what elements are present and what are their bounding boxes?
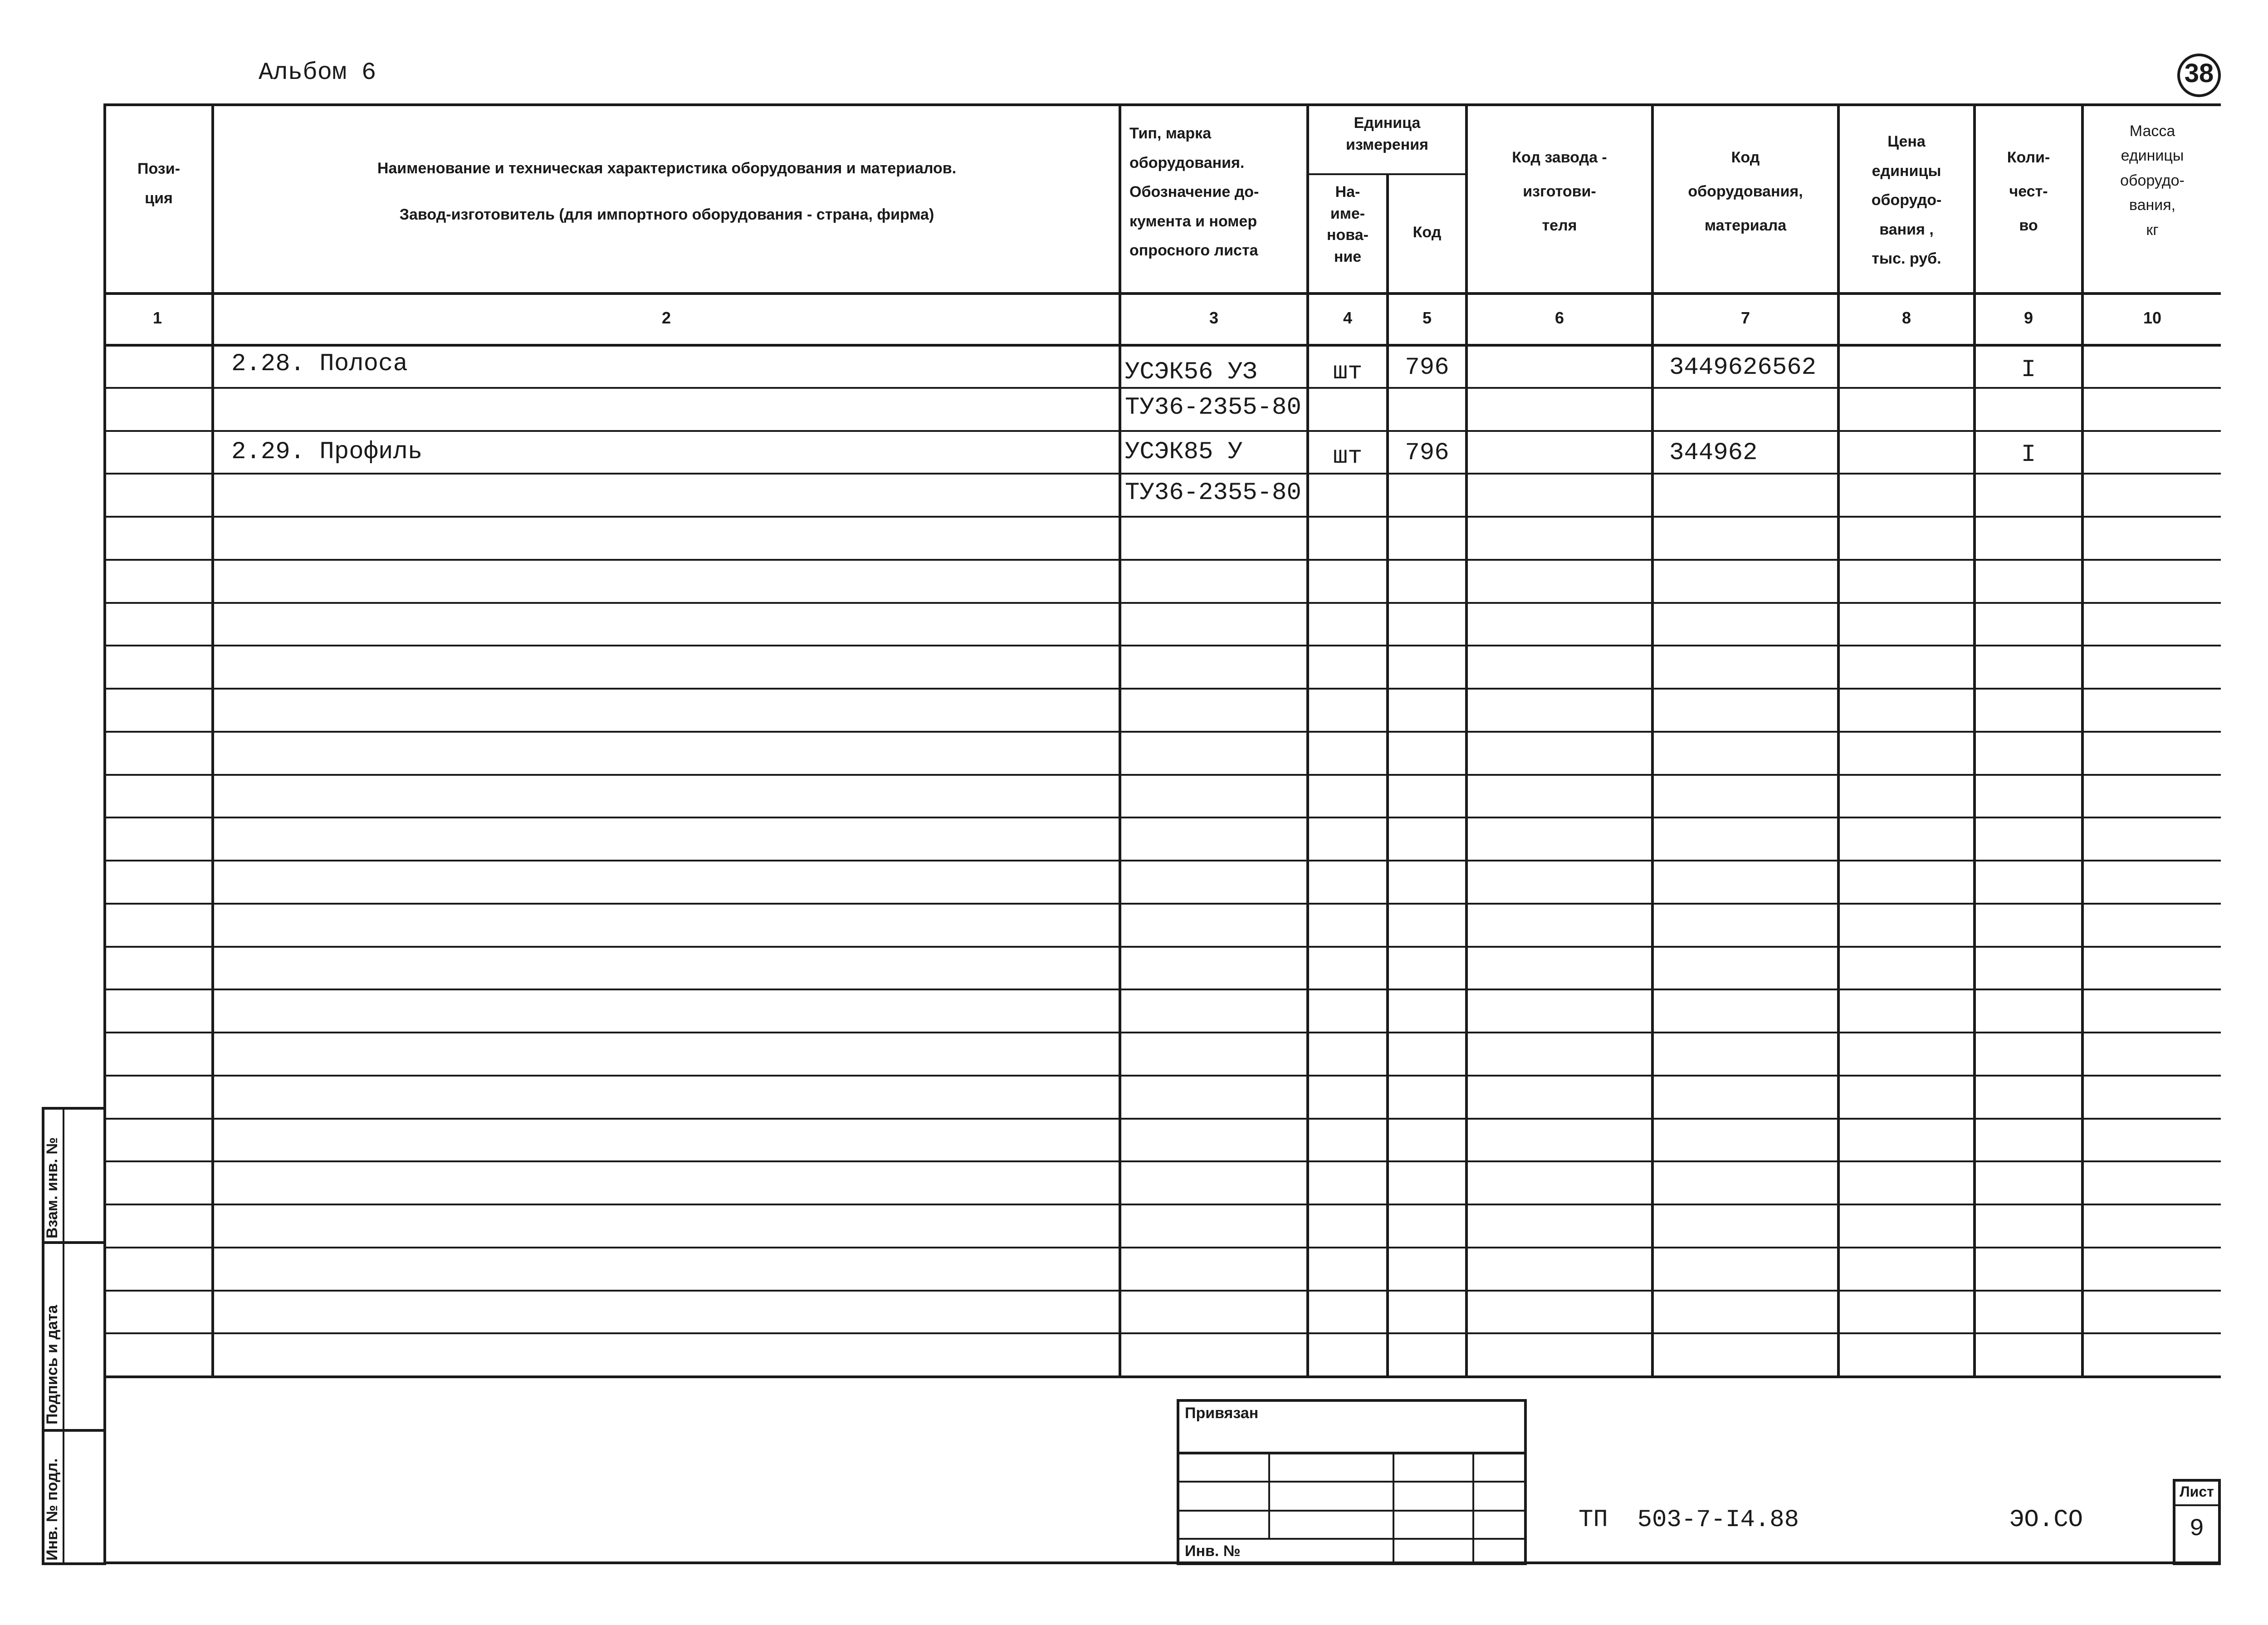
sheet-number: 9 [2189, 1515, 2204, 1543]
row-divider [103, 1118, 2221, 1120]
row-divider [103, 1032, 2221, 1033]
row-divider [103, 516, 2221, 518]
row-divider [103, 473, 2221, 475]
header-unit-price: Цена единицы оборудо- вания , тыс. руб. [1871, 133, 1942, 268]
page-marker: 38 [2184, 59, 2214, 88]
row-divider [103, 903, 2221, 905]
row-divider [103, 774, 2221, 776]
side-label-signature: Подпись и дата [44, 1305, 61, 1424]
col-num-1: 1 [152, 308, 162, 327]
col-num-6: 6 [1554, 308, 1564, 327]
row-divider [103, 1247, 2221, 1248]
side-label-inv-sub: Взам. инв. № [44, 1137, 61, 1238]
row-divider [103, 731, 2221, 733]
row-divider [103, 688, 2221, 690]
col-num-2: 2 [661, 308, 671, 327]
header-name: Наименование и техническая характеристика оборудования и материалов. Завод-изготовитель (для импортного оборудования - страна, фирма) [377, 160, 957, 223]
col-num-10: 10 [2143, 308, 2162, 327]
row-divider [103, 645, 2221, 646]
row-3-qty: I [2021, 441, 2036, 469]
row-divider [103, 946, 2221, 948]
col-num-8: 8 [1901, 308, 1911, 327]
sheet-label: Лист [2180, 1483, 2214, 1500]
side-label-inv-orig: Инв. № подл. [44, 1458, 61, 1561]
row-4-type: ТУ36-2355-80 [1125, 479, 1301, 507]
row-3-name: 2.29. Профиль [231, 438, 423, 466]
row-divider [103, 559, 2221, 561]
row-divider [103, 387, 2221, 389]
stamp-inv-no: Инв. № [1185, 1542, 1241, 1560]
album-label: Альбом 6 [259, 59, 376, 87]
col-num-3: 3 [1209, 308, 1219, 327]
header-manufacturer-code: Код завода - изготови- теля [1512, 149, 1607, 234]
row-1-qty: I [2021, 356, 2036, 384]
row-divider [103, 1075, 2221, 1077]
row-2-type: ТУ36-2355-80 [1125, 394, 1301, 421]
stamp-bound: Привязан [1185, 1405, 1259, 1422]
row-1-equip-code: 3449626562 [1669, 354, 1817, 382]
col-num-9: 9 [2024, 308, 2033, 327]
row-3-code: 796 [1405, 439, 1449, 467]
row-3-equip-code: 344962 [1669, 439, 1758, 467]
row-3-unit: шт [1333, 443, 1363, 470]
row-divider [103, 1332, 2221, 1334]
row-divider [103, 1204, 2221, 1205]
row-divider [103, 602, 2221, 604]
header-type: Тип, марка оборудования. Обозначение до- кумента и номер опросного листа [1129, 125, 1259, 259]
header-unit-code: Код [1413, 224, 1442, 241]
row-divider [103, 430, 2221, 432]
header-unit-name: На- име- нова- ние [1327, 183, 1369, 265]
row-divider [103, 1160, 2221, 1162]
row-divider [103, 1290, 2221, 1292]
document-code: ТП 503-7-I4.88 [1579, 1506, 1799, 1534]
row-divider [103, 860, 2221, 861]
section-code: ЭО.СО [2009, 1506, 2083, 1534]
row-1-name: 2.28. Полоса [231, 350, 408, 378]
header-quantity: Коли- чест- во [2007, 149, 2050, 234]
header-unit-mass: Масса единицы оборудо- вания, кг [2120, 122, 2185, 239]
header-equipment-code: Код оборудования, материала [1688, 149, 1803, 234]
row-1-unit: шт [1333, 358, 1363, 386]
row-divider [103, 989, 2221, 990]
header-unit-group-text: Единица измерения [1346, 114, 1428, 153]
row-1-type: УСЭК56 УЗ [1125, 358, 1257, 386]
header-position: Пози- ция [137, 160, 180, 207]
row-1-code: 796 [1405, 354, 1449, 382]
col-num-7: 7 [1740, 308, 1750, 327]
col-num-5: 5 [1422, 308, 1432, 327]
row-3-type: УСЭК85 У [1125, 438, 1243, 466]
col-num-4: 4 [1343, 308, 1353, 327]
row-divider [103, 817, 2221, 818]
